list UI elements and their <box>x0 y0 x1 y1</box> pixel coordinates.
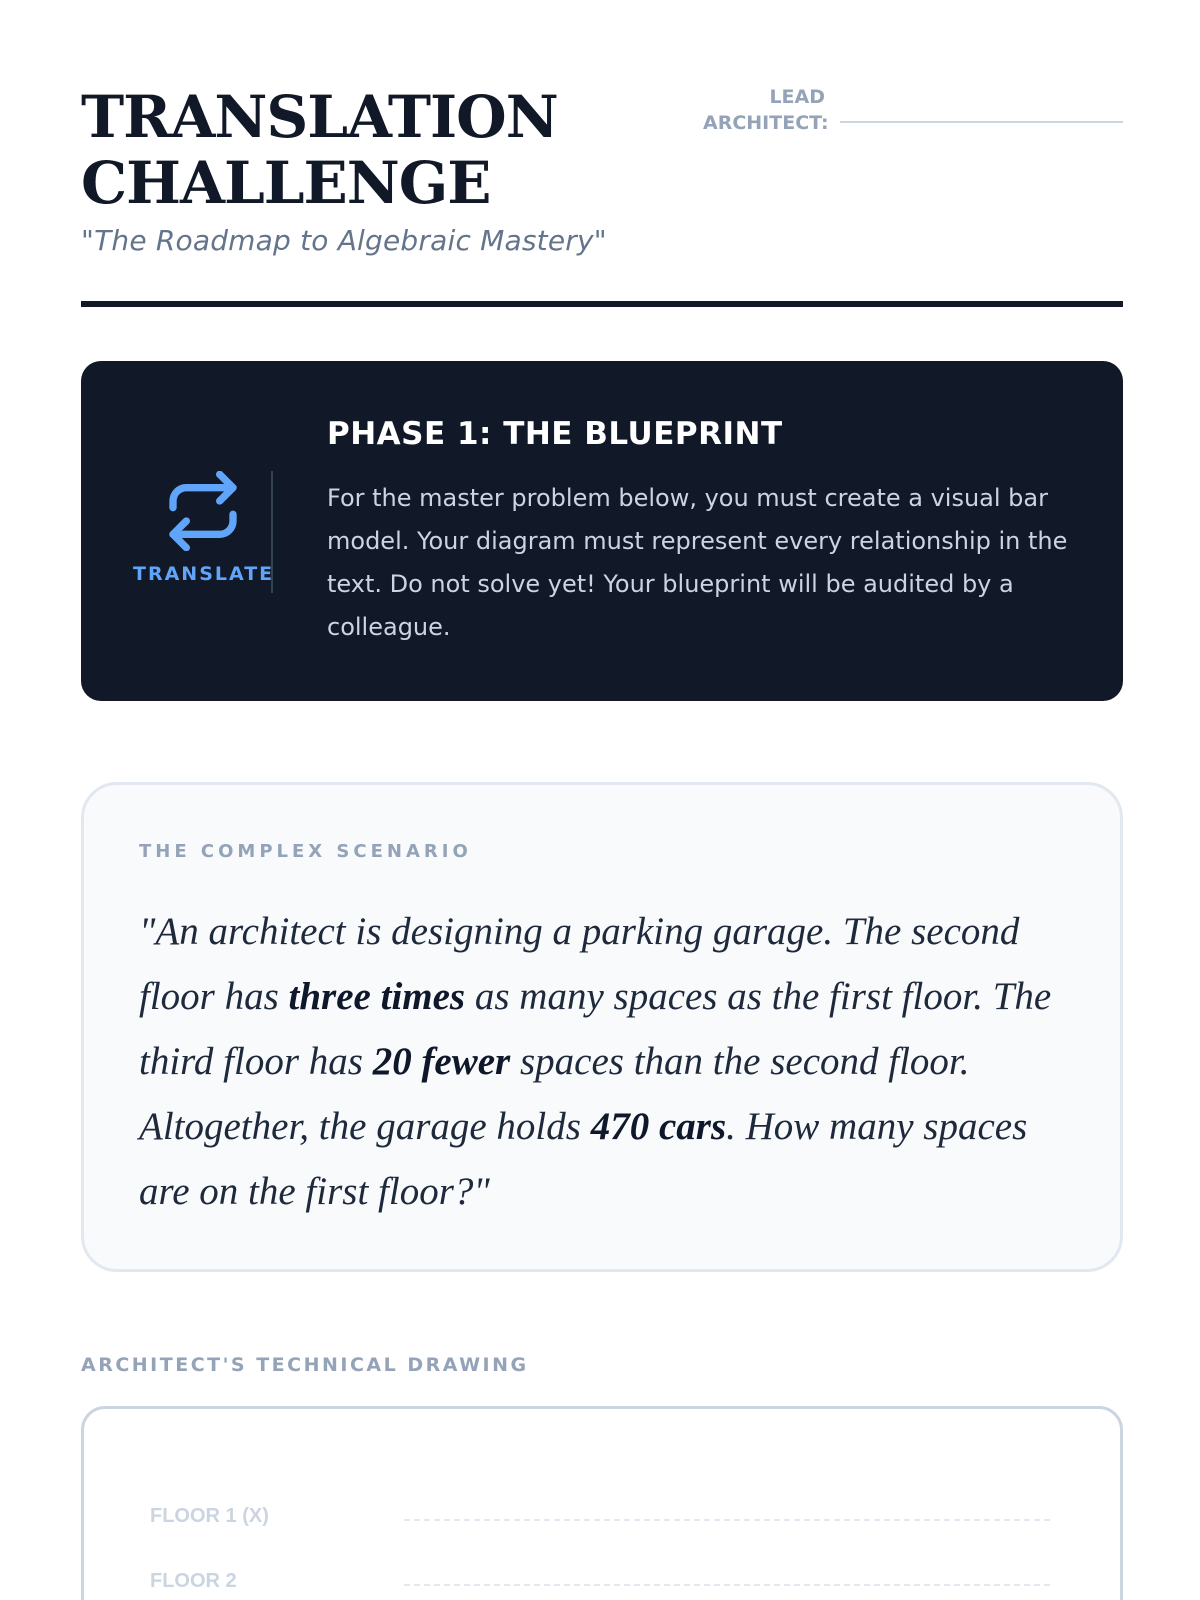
header-divider <box>81 301 1123 307</box>
floor-drawing-line[interactable] <box>404 1584 1050 1586</box>
lead-architect-label: LEAD ARCHITECT: <box>703 86 829 134</box>
scenario-problem-text: "An architect is designing a parking garage. The second floor has three times as many spaces as the first floor. The third floor has 20 fewer spaces than the second floor. Altogether, the garage holds 470 cars. How many spaces are on the first floor?" <box>139 910 1052 1213</box>
phase-icon-box <box>133 471 273 593</box>
page-title <box>81 84 641 216</box>
drawing-section-label: ARCHITECT'S TECHNICAL DRAWING <box>81 1354 529 1376</box>
worksheet-header <box>81 84 1123 257</box>
page-subtitle: "The Roadmap to Algebraic Mastery" <box>81 224 607 257</box>
scenario-label: THE COMPLEX SCENARIO <box>139 841 472 862</box>
floor-row[interactable] <box>150 1570 1050 1600</box>
floor-label: FLOOR 1 (X) <box>150 1505 269 1527</box>
phase-instructions: For the master problem below, you must create a visual bar model. Your diagram must represent every relationship in the text. Do not solve yet! Your blueprint will be audited by a colleague. <box>327 484 1068 641</box>
technical-drawing-area[interactable] <box>81 1406 1123 1600</box>
key-phrase-20-fewer: 20 fewer <box>372 1040 511 1083</box>
floor-row[interactable] <box>150 1505 1050 1535</box>
key-phrase-470-cars: 470 cars <box>590 1105 727 1148</box>
floor-drawing-line[interactable] <box>404 1519 1050 1521</box>
lead-architect-input-line[interactable] <box>840 121 1123 123</box>
repeat-arrows-icon <box>163 471 243 551</box>
phase-title: PHASE 1: THE BLUEPRINT <box>327 416 783 452</box>
title-line-2: CHALLENGE <box>81 149 491 217</box>
phase-instructions-card <box>81 361 1123 701</box>
scenario-card <box>81 782 1123 1272</box>
translate-label: TRANSLATE <box>133 563 275 585</box>
lead-architect-field[interactable] <box>703 84 1123 134</box>
key-phrase-three-times: three times <box>288 975 466 1018</box>
title-line-1: TRANSLATION <box>81 83 558 151</box>
floor-label: FLOOR 2 <box>150 1570 237 1592</box>
